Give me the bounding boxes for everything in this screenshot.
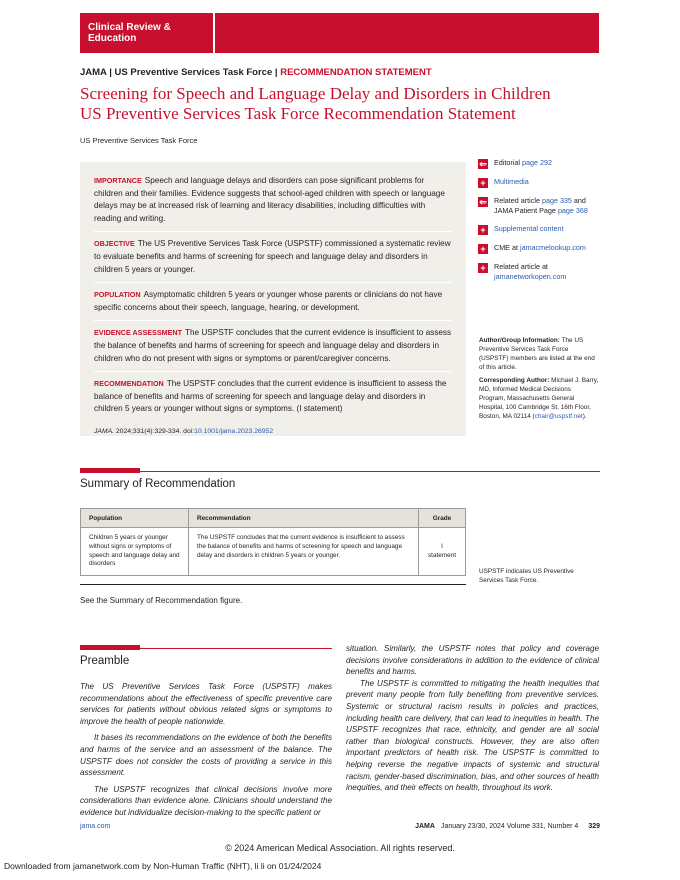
supplemental-link[interactable]: + Supplemental content [478, 224, 600, 235]
cme-link[interactable]: + CME at jamacmelookup.com [478, 243, 600, 254]
doi-link[interactable]: 10.1001/jama.2023.26952 [194, 427, 274, 435]
article-title: Screening for Speech and Language Delay and Disorders in Children [80, 84, 551, 103]
preamble-paragraph-1: The US Preventive Services Task Force (USPSTF) makes recommendations about the effectiveness of specific preventive care services for patients without obvious related signs or symptoms to improve the health of people nationwide. [80, 682, 332, 726]
article-author: US Preventive Services Task Force [80, 136, 198, 145]
recommendation-table [80, 508, 466, 576]
preamble-heading: Preamble [80, 655, 130, 667]
banner-fill [215, 13, 599, 53]
related-article-link[interactable]: ⇐ Related article page 335 and JAMA Patient Page page 368 [479, 196, 588, 215]
abstract-recommendation: RECOMMENDATION The USPSTF concludes that the current evidence is insufficient to assess the balance of benefits and harms of screening for speech and language delay and disorders in children 5 years or younger without signs or symptoms. (I statement) [94, 379, 447, 414]
preamble-column-left [80, 681, 332, 819]
cell-recommendation: The USPSTF concludes that the current evidence is insufficient to assess the balance of benefits and harms of screening for speech and language delay and disorders in children 5 years or younger. [189, 528, 419, 576]
table-bottom-rule [80, 584, 466, 585]
column-header-recommendation: Recommendation [189, 509, 419, 528]
footer-site-link[interactable]: jama.com [80, 823, 111, 830]
org-name: US Preventive Services Task Force [114, 67, 273, 78]
abstract-evidence: EVIDENCE ASSESSMENT The USPSTF concludes that the current evidence is insufficient to assess the balance of benefits and harms of screening for speech and language delay and disorders in children who do not present with signs or symptoms or parent/caregiver concerns. [94, 327, 452, 372]
article-type: RECOMMENDATION STATEMENT [280, 67, 432, 78]
section-label: Clinical Review & Education [80, 13, 213, 53]
preamble-paragraph-3: The USPSTF recognizes that clinical decisions involve more considerations than evidence alone. Clinicians should understand the evidence but individualize decision-making to the specific patient or [80, 784, 332, 817]
summary-accent-bar [80, 468, 140, 473]
related-article-network-icon: + [478, 263, 488, 273]
summary-rule [140, 471, 600, 472]
page-number: 329 [588, 823, 600, 830]
cell-population: Children 5 years or younger without signs or symptoms of speech and language delay and disorders [81, 528, 189, 576]
preamble-paragraph-4: situation. Similarly, the USPSTF notes that policy and coverage decisions involve considerations in addition to the evidence of clinical benefits and harms. [346, 644, 599, 677]
table-footnote: USPSTF indicates US Preventive Services Task Force. [479, 568, 574, 584]
network-open-link[interactable]: + Related article at jamanetworkopen.com [478, 262, 600, 282]
citation: JAMA. 2024;331(4):329-334. doi:10.1001/jama.2023.26952 [94, 427, 274, 435]
column-header-grade: Grade [419, 509, 466, 528]
table-header-row [81, 509, 466, 528]
preamble-paragraph-2: It bases its recommendations on the evidence of both the benefits and harms of the service and an assessment of the balance. The USPSTF does not consider the costs of providing a service in this assessment. [80, 733, 332, 778]
related-links [478, 158, 600, 290]
email-link[interactable]: chair@uspstf.net [534, 413, 583, 420]
preamble-paragraph-5: The USPSTF is committed to mitigating the health inequities that prevent many people from fully benefiting from preventive services. Systemic or structural racism results in policies and practices, including health care delivery, that can lead to inequities in health. The USPSTF recognizes that race, ethnicity, and gender are all social rather than biological constructs. However, they are also often important predictors of health risk. The USPSTF is committed to helping reverse the negative impacts of systemic and structural racism, gender-based discrimination, bias, and other sources of health inequities, and their effects on health, throughout its work. [346, 678, 599, 793]
preamble-accent-bar [80, 645, 140, 650]
summary-heading: Summary of Recommendation [80, 478, 236, 490]
multimedia-icon: + [478, 178, 488, 188]
abstract-importance: IMPORTANCE Speech and language delays and disorders can pose significant problems for children and their families. Evidence suggests that school-aged children with speech or language delays may be at increased risk of learning and literacy disabilities, including difficulties with reading and writing. [94, 175, 452, 232]
cell-grade: I statement [419, 528, 466, 576]
abstract-objective: OBJECTIVE The US Preventive Services Task Force (USPSTF) commissioned a systematic review to evaluate benefits and harms of screening for speech and language delay and disorders in children 5 years or younger. [94, 238, 452, 283]
table-row [81, 528, 466, 576]
multimedia-link[interactable]: + Multimedia [478, 177, 600, 188]
corresponding-author: Corresponding Author: Michael J. Barry, MD, Informed Medical Decisions Program, Massachusetts General Hospital, 100 Cambridge St, 16th Floor, Boston, MA 02114 (chair@uspstf.net). [479, 377, 599, 420]
related-article-icon: ⇐ [479, 197, 487, 207]
article-meta: JAMA | US Preventive Services Task Force | RECOMMENDATION STATEMENT [80, 67, 432, 78]
cme-icon: + [478, 244, 488, 254]
column-header-population: Population [81, 509, 189, 528]
download-stamp: Downloaded from jamanetwork.com by Non-Human Traffic (NHT), li li on 01/24/2024 [4, 861, 322, 871]
abstract-population: POPULATION Asymptomatic children 5 years or younger whose parents or clinicians do not have specific concerns about their speech, language, hearing, or development. [94, 289, 452, 321]
editorial-icon: ⇐ [479, 159, 487, 169]
abstract-box [80, 162, 466, 436]
preamble-column-right [346, 643, 599, 794]
preamble-rule [140, 648, 332, 649]
author-info [479, 336, 599, 425]
footer-issue: JAMA January 23/30, 2024 Volume 331, Number 4 329 [415, 823, 600, 830]
see-summary-note: See the Summary of Recommendation figure. [80, 596, 243, 605]
journal-name: JAMA [80, 67, 107, 78]
editorial-link[interactable]: ⇐ Editorial page 292 [479, 158, 552, 169]
supplemental-icon: + [478, 225, 488, 235]
article-subtitle: US Preventive Services Task Force Recommendation Statement [80, 104, 516, 123]
section-banner [80, 13, 599, 53]
group-information: Author/Group Information: The US Preventive Services Task Force (USPSTF) members are listed at the end of this article. [479, 337, 595, 371]
copyright-notice: © 2024 American Medical Association. All rights reserved. [225, 843, 455, 853]
